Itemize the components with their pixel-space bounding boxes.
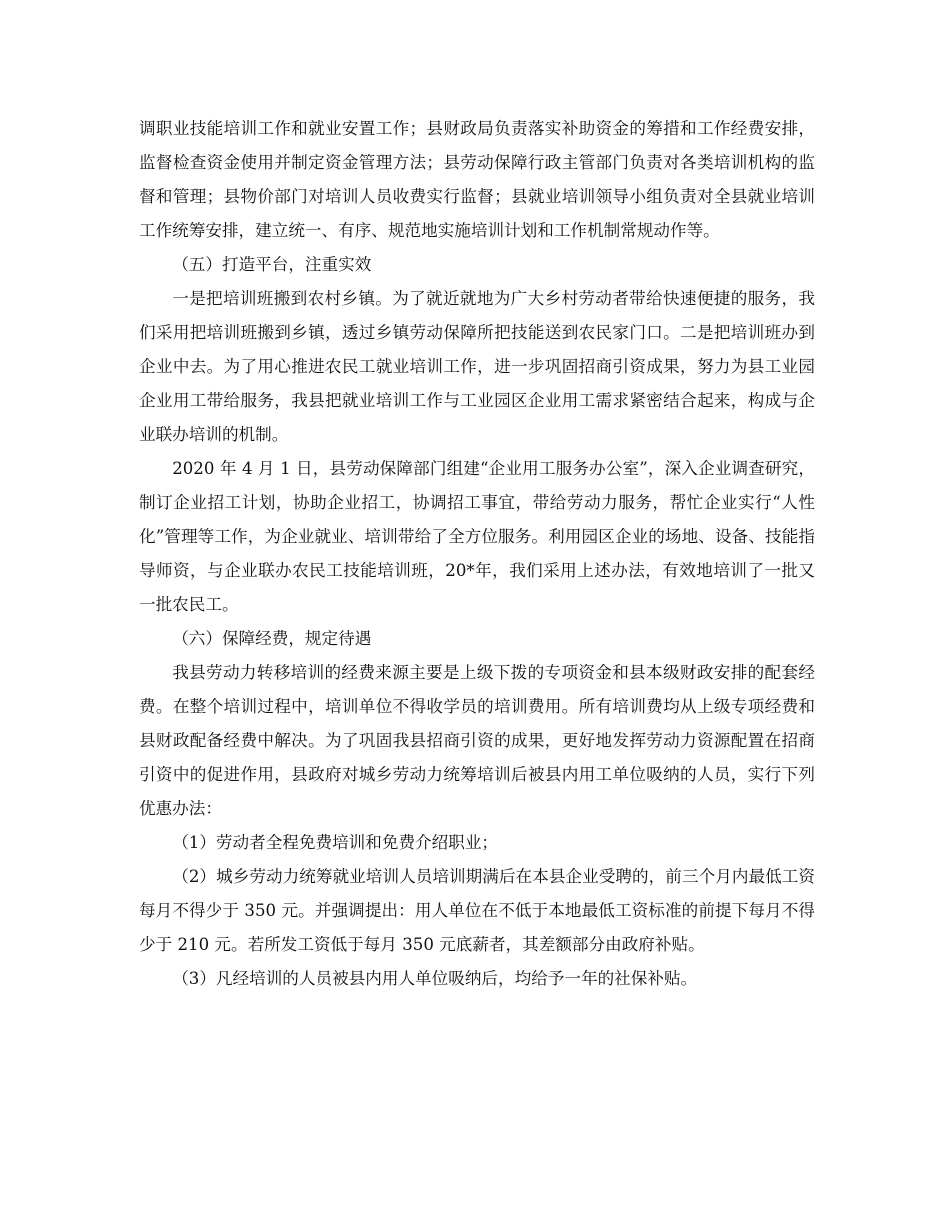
document-body <box>139 112 815 996</box>
section-heading-5: （五）打造平台，注重实效 <box>172 255 372 274</box>
list-item-2: （2）城乡劳动力统筹就业培训人员培训期满后在本县企业受聘的，前三个月内最低工资每月不得少于 350 元。并强调提出：用人单位在不低于本地最低工资标准的前提下每月不得少于 210 元。若所发工资低于每月 350 元底薪者，其差额部分由政府补贴。 <box>139 867 815 954</box>
list-item-3: （3）凡经培训的人员被县内用人单位吸纳后，均给予一年的社保补贴。 <box>172 969 698 988</box>
list-item-1: （1）劳动者全程免费培训和免费介绍职业； <box>172 833 499 852</box>
paragraph-responsibilities: 调职业技能培训工作和就业安置工作；县财政局负责落实补助资金的筹措和工作经费安排，监督检查资金使用并制定资金管理方法；县劳动保障行政主管部门负责对各类培训机构的监督和管理；县物价部门对培训人员收费实行监督；县就业培训领导小组负责对全县就业培训工作统筹安排，建立统一、有序、规范地实施培训计划和工作机制常规动作等。 <box>139 119 815 240</box>
paragraph-employment-office: 2020 年 4 月 1 日，县劳动保障部门组建“企业用工服务办公室”，深入企业调查研究，制订企业招工计划，协助企业招工，协调招工事宜，带给劳动力服务，帮忙企业实行“人性化”管理等工作，为企业就业、培训带给了全方位服务。利用园区企业的场地、设备、技能指导师资，与企业联办农民工技能培训班，20*年，我们采用上述办法，有效地培训了一批又一批农民工。 <box>139 459 815 614</box>
section-heading-6: （六）保障经费，规定待遇 <box>172 629 372 648</box>
paragraph-funding: 我县劳动力转移培训的经费来源主要是上级下拨的专项资金和县本级财政安排的配套经费。在整个培训过程中，培训单位不得收学员的培训费用。所有培训费均从上级专项经费和县财政配备经费中解决。为了巩固我县招商引资的成果，更好地发挥劳动力资源配置在招商引资中的促进作用，县政府对城乡劳动力统筹培训后被县内用工单位吸纳的人员，实行下列优惠办法： <box>139 663 815 818</box>
paragraph-platform: 一是把培训班搬到农村乡镇。为了就近就地为广大乡村劳动者带给快速便捷的服务，我们采用把培训班搬到乡镇，透过乡镇劳动保障所把技能送到农民家门口。二是把培训班办到企业中去。为了用心推进农民工就业培训工作，进一步巩固招商引资成果，努力为县工业园企业用工带给服务，我县把就业培训工作与工业园区企业用工需求紧密结合起来，构成与企业联办培训的机制。 <box>139 289 815 444</box>
